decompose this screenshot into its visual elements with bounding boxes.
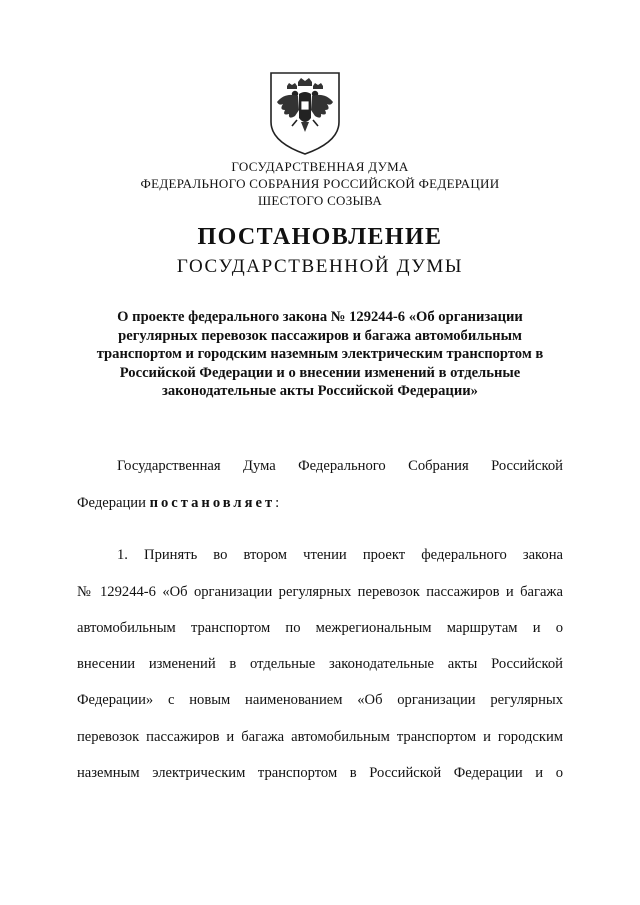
paragraph-line: наземным электрическим транспортом в Российской Федерации и о (77, 765, 563, 781)
subject-line: законодательные акты Российской Федерации» (162, 383, 478, 399)
paragraph-line: автомобильным транспортом по межрегиональным маршрутам и о (77, 620, 563, 636)
subject-line: регулярных перевозок пассажиров и багажа автомобильным (118, 327, 522, 344)
preamble-line-2 (77, 495, 563, 512)
header-line-3: ШЕСТОГО СОЗЫВА (257, 193, 383, 208)
document-subtitle: ГОСУДАРСТВЕННОЙ ДУМЫ (176, 256, 464, 277)
preamble-line-1: Государственная Дума Федерального Собрания Российской (117, 458, 563, 474)
paragraph-line: № 129244-6 «Об организации регулярных перевозок пассажиров и багажа (77, 584, 563, 600)
preamble-text: Федерации (77, 495, 150, 511)
paragraph-line: Федерации» с новым наименованием «Об организации регулярных (77, 692, 563, 708)
subject-line: Российской Федерации и о внесении изменений в отдельные (119, 364, 521, 381)
document-title: ПОСТАНОВЛЕНИЕ (197, 224, 443, 250)
paragraph-line: 1. Принять во втором чтении проект федерального закона (117, 547, 563, 563)
resolves-word: постановляет (149, 495, 276, 511)
header-line-1: ГОСУДАРСТВЕННАЯ ДУМА (231, 159, 409, 174)
paragraph-line: перевозок пассажиров и багажа автомобильным транспортом и городским (77, 729, 563, 745)
document-subject (80, 308, 560, 401)
subject-line: транспортом и городским наземным электрическим транспортом в (96, 346, 544, 362)
paragraph-line: внесении изменений в отдельные законодательные акты Российской (77, 656, 563, 672)
coat-of-arms-emblem (265, 70, 345, 156)
subject-line: О проекте федерального закона № 129244-6 «Об организации (117, 309, 523, 325)
preamble-colon: : (275, 495, 280, 511)
header-line-2: ФЕДЕРАЛЬНОГО СОБРАНИЯ РОССИЙСКОЙ ФЕДЕРАЦИИ (140, 176, 500, 191)
